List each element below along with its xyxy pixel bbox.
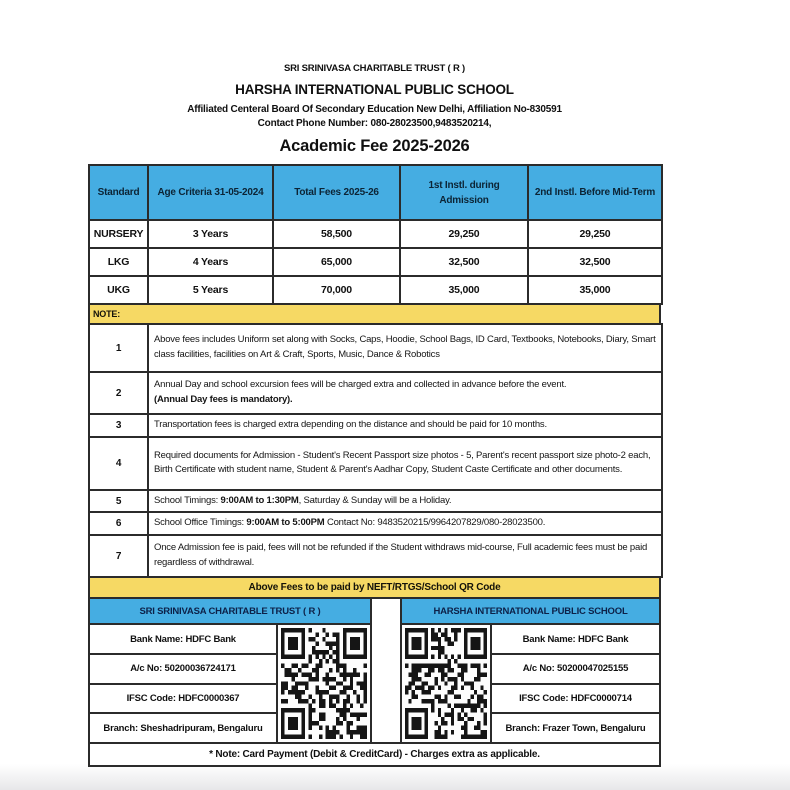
note-text [148, 512, 662, 535]
affiliation-line: Affiliated Centeral Board Of Secondary Education New Delhi, Affiliation No-830591 [187, 104, 562, 115]
cell-standard: LKG [89, 248, 148, 276]
note-number: 3 [89, 414, 148, 437]
note-text-segment: Contact No: 9483520215/9964207829/080-28023500. [324, 517, 546, 529]
cell-age: 4 Years [148, 248, 273, 276]
bank-sections-gap [372, 597, 400, 744]
note-text-segment: , Saturday & Sunday will be a Holiday. [298, 494, 452, 506]
fee-table [88, 164, 663, 305]
fee-table-header-row [89, 165, 662, 220]
cell-second-instl: 35,000 [528, 276, 662, 304]
fee-row-ukg [89, 276, 662, 304]
note-number: 5 [89, 490, 148, 513]
fee-document [88, 60, 661, 767]
note-text-segment: Once Admission fee is paid, fees will not be refunded if the Student withdraws mid-course, Full academic fees must be paid regardless of withdrawal. [154, 542, 648, 569]
school-name: HARSHA INTERNATIONAL PUBLIC SCHOOL [235, 82, 514, 97]
note-row [89, 535, 662, 577]
col-header-first-instl: 1st Instl. during Admission [400, 165, 528, 220]
qr-code-box [402, 625, 492, 742]
cell-standard: UKG [89, 276, 148, 304]
cell-first-instl: 29,250 [400, 220, 528, 248]
bank-name-row: Bank Name: HDFC Bank [90, 625, 276, 655]
note-number: 4 [89, 437, 148, 490]
note-text-bold-segment: 9:00AM to 1:30PM [220, 494, 299, 506]
col-header-age-criteria: Age Criteria 31-05-2024 [148, 165, 273, 220]
note-label-strip: NOTE: [88, 303, 661, 325]
note-text-segment: Annual Day and school excursion fees will be charged extra and collected in advance before the event. [154, 379, 567, 391]
bank-section-title: SRI SRINIVASA CHARITABLE TRUST ( R ) [90, 599, 370, 625]
cell-total: 70,000 [273, 276, 400, 304]
note-text-segment: School Office Timings: [154, 517, 247, 529]
note-text-segment: Transportation fees is charged extra depending on the distance and should be paid for 10 months. [154, 419, 547, 430]
note-text-segment: Required documents for Admission - Student's Recent Passport size photos - 5, Parent's recent passport size photo-2 each, Birth Certificate with student name, Student & Parent's Aadhar Copy, Student Caste Certificate and other documents. [154, 449, 651, 476]
account-number-row: A/c No: 50200047025155 [492, 655, 659, 685]
cell-age: 5 Years [148, 276, 273, 304]
cell-first-instl: 32,500 [400, 248, 528, 276]
note-text-segment: Above fees includes Uniform set along with Socks, Caps, Hoodie, School Bags, ID Card, Textbooks, Notebooks, Diary, Smart class facilities, facilities on Art & Craft, Sports, Music, Dance & Robotics [154, 334, 656, 360]
cell-total: 65,000 [273, 248, 400, 276]
note-row [89, 324, 662, 372]
contact-line: Contact Phone Number: 080-28023500,9483520214, [257, 118, 492, 129]
cell-standard: NURSERY [89, 220, 148, 248]
col-header-total-fees: Total Fees 2025-26 [273, 165, 400, 220]
bank-section-school [400, 597, 661, 744]
page-bottom-shadow [0, 764, 790, 790]
note-row [89, 512, 662, 535]
note-row [89, 414, 662, 437]
fee-row-nursery [89, 220, 662, 248]
note-text [148, 324, 662, 372]
cell-total: 58,500 [273, 220, 400, 248]
note-text [148, 372, 662, 414]
branch-row: Branch: Frazer Town, Bengaluru [505, 722, 646, 734]
note-text-bold-segment: 9:00AM to 5:00PM [246, 517, 325, 529]
bank-section-title: HARSHA INTERNATIONAL PUBLIC SCHOOL [402, 599, 659, 625]
note-text [148, 437, 662, 490]
fee-row-lkg [89, 248, 662, 276]
document-title: Academic Fee 2025-2026 [279, 137, 470, 155]
qr-code-box [276, 625, 370, 742]
card-payment-note: * Note: Card Payment (Debit & CreditCard) - Charges extra as applicable. [88, 742, 661, 767]
cell-age: 3 Years [148, 220, 273, 248]
bank-section-trust [88, 597, 372, 744]
ifsc-code-row: IFSC Code: HDFC0000367 [90, 685, 276, 715]
note-row [89, 372, 662, 414]
note-row [89, 490, 662, 513]
note-text-segment: School Timings: [154, 494, 221, 506]
cell-second-instl: 29,250 [528, 220, 662, 248]
note-number: 2 [89, 372, 148, 414]
note-text [148, 414, 662, 437]
cell-first-instl: 35,000 [400, 276, 528, 304]
bank-details-area [88, 597, 661, 744]
note-text-bold-segment: (Annual Day fees is mandatory). [154, 394, 293, 405]
letterhead [88, 63, 661, 156]
trust-name: SRI SRINIVASA CHARITABLE TRUST ( R ) [283, 63, 466, 74]
note-row [89, 437, 662, 490]
note-number: 6 [89, 512, 148, 535]
col-header-standard: Standard [89, 165, 148, 220]
ifsc-code-row: IFSC Code: HDFC0000714 [492, 685, 659, 715]
trust-payment-qr-code [281, 628, 367, 739]
bank-name-row: Bank Name: HDFC Bank [492, 625, 659, 655]
note-text [148, 535, 662, 577]
note-number: 7 [89, 535, 148, 577]
note-number: 1 [89, 324, 148, 372]
notes-table [88, 323, 663, 578]
col-header-second-instl: 2nd Instl. Before Mid-Term [528, 165, 662, 220]
cell-second-instl: 32,500 [528, 248, 662, 276]
note-text [148, 490, 662, 513]
school-payment-qr-code [405, 628, 487, 739]
branch-row: Branch: Sheshadripuram, Bengaluru [103, 722, 263, 734]
account-number-row: A/c No: 50200036724171 [90, 655, 276, 685]
payment-banner: Above Fees to be paid by NEFT/RTGS/School QR Code [88, 576, 661, 599]
